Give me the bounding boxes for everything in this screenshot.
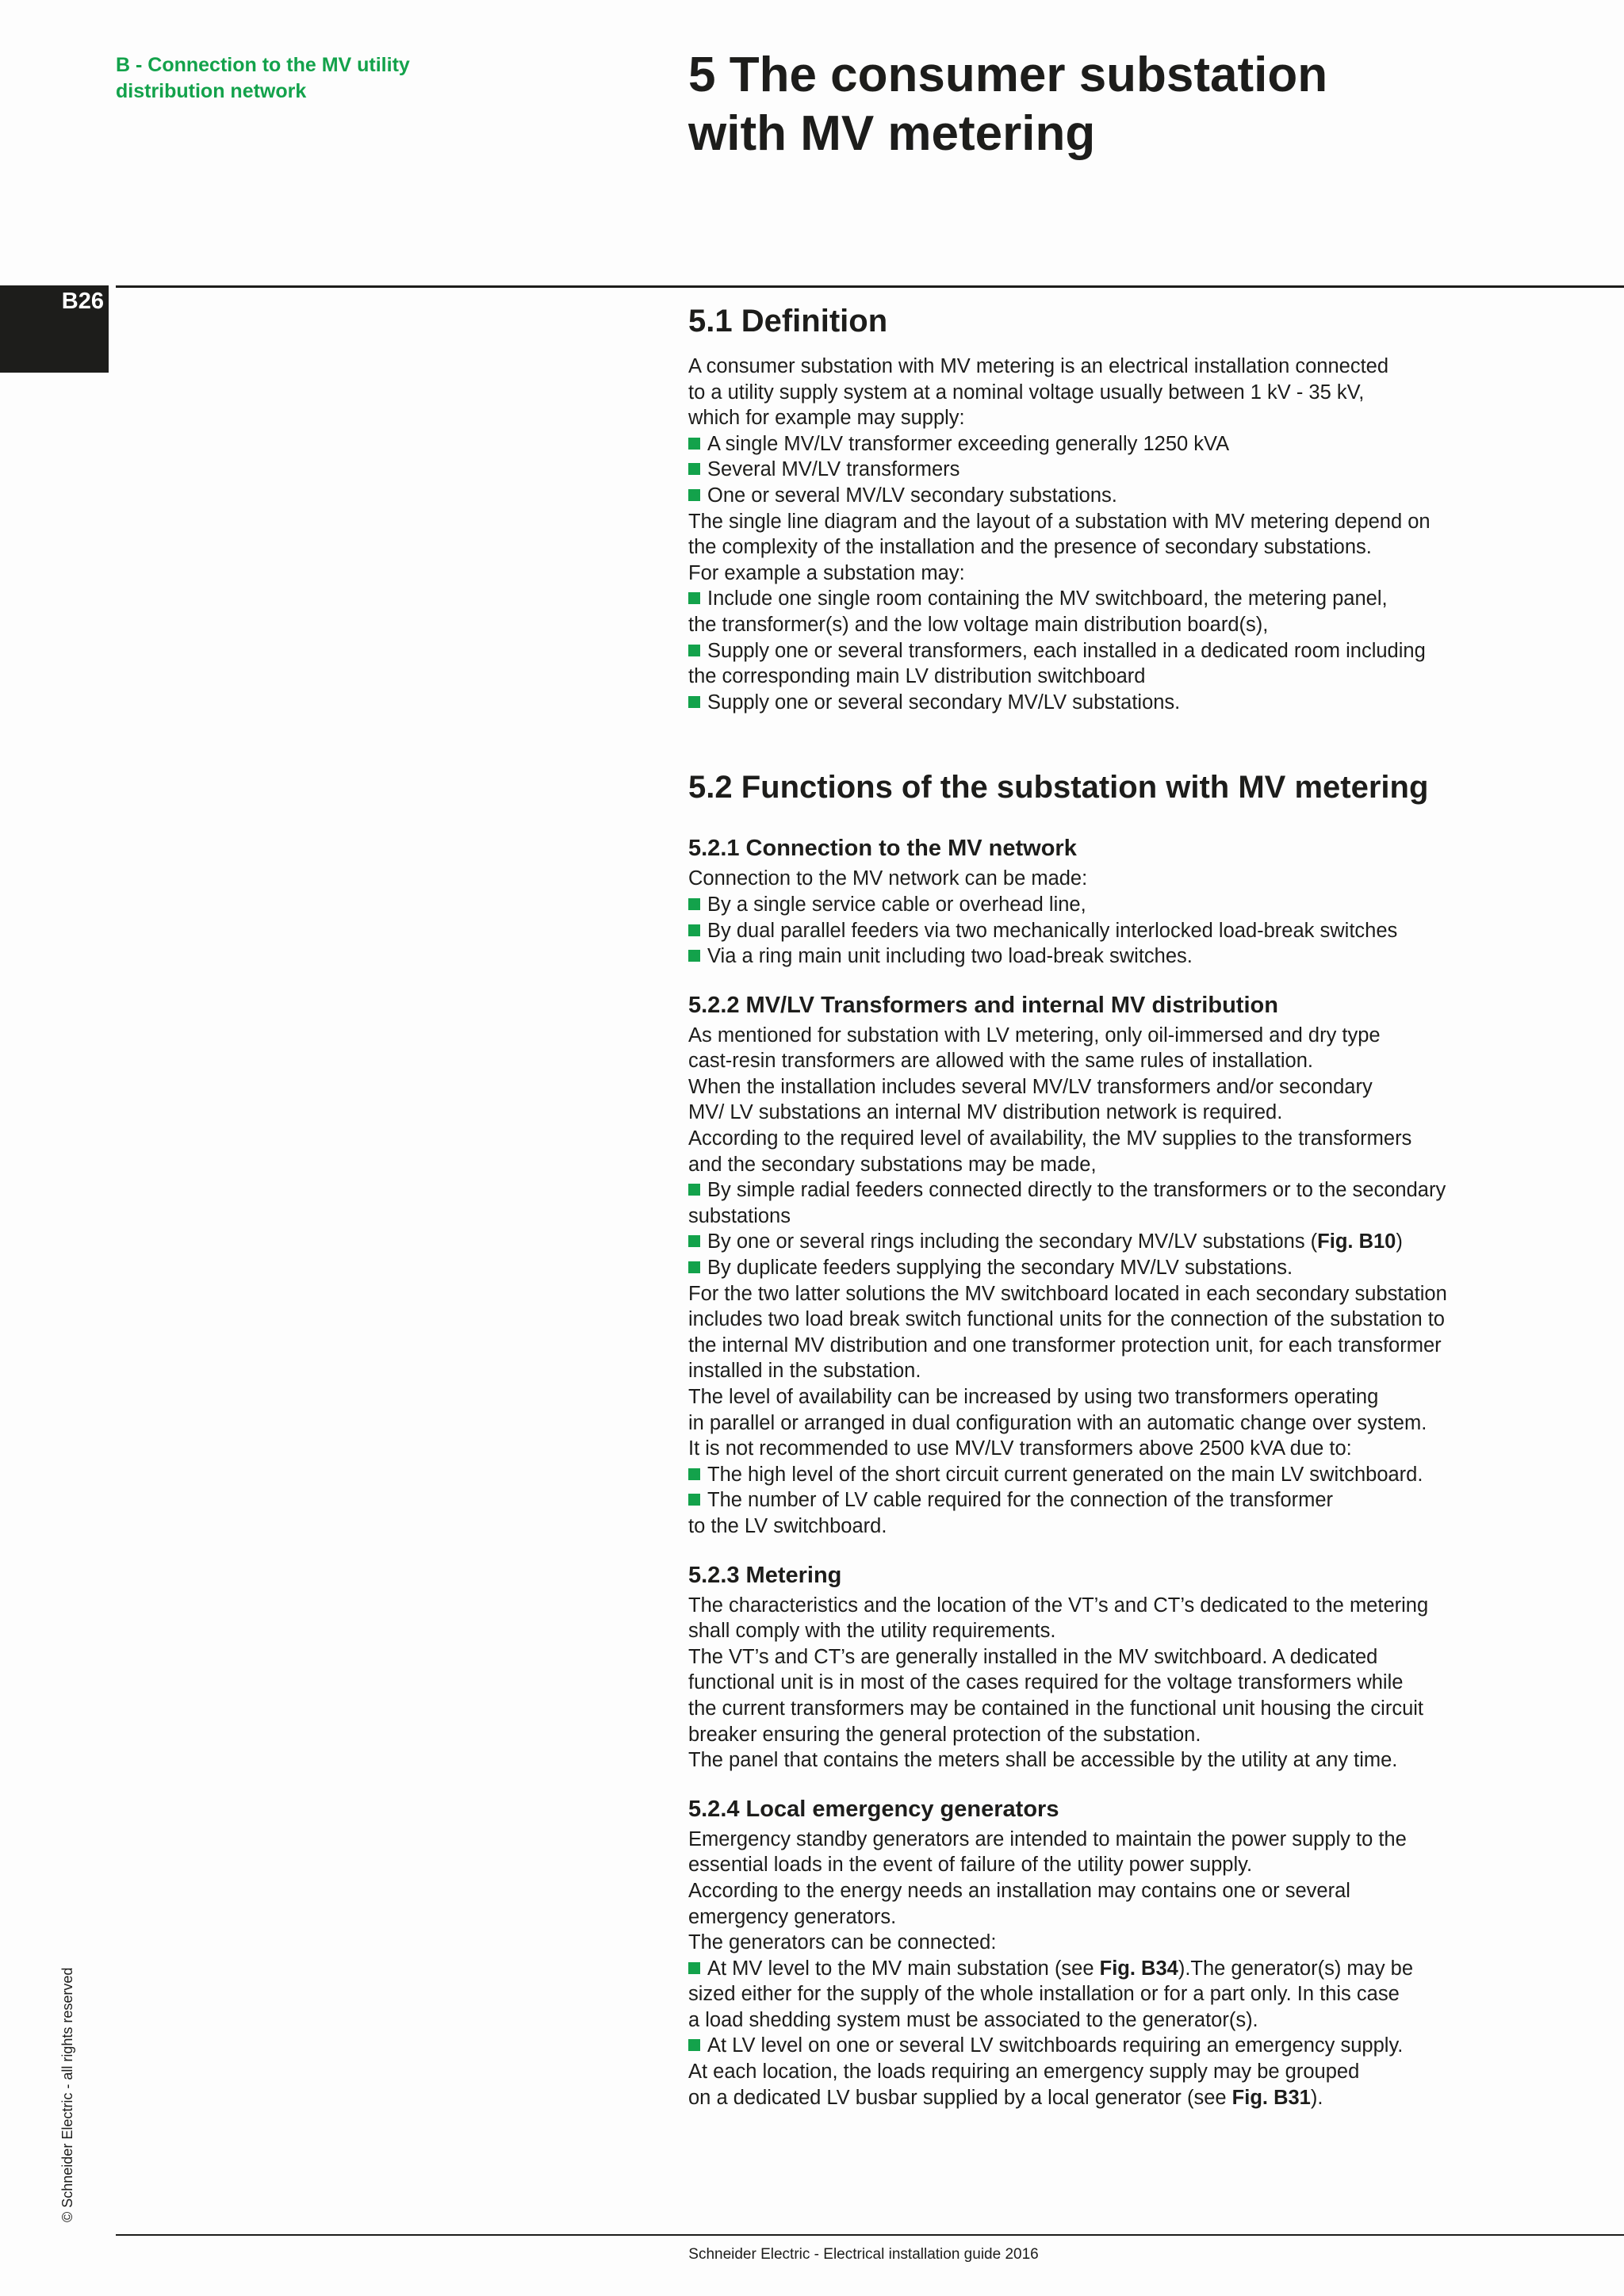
bullet-line xyxy=(688,918,1608,944)
text-line xyxy=(688,1281,1608,1307)
text-line xyxy=(688,612,1608,638)
bullet-line xyxy=(688,1177,1608,1203)
text-line xyxy=(688,534,1608,561)
text-line xyxy=(688,1126,1608,1152)
line-text: The characteristics and the location of the VT’s and CT’s dedicated to the metering xyxy=(688,1594,1429,1617)
square-bullet-icon xyxy=(688,645,700,656)
text-line xyxy=(688,2085,1608,2111)
bullet-line xyxy=(688,1462,1608,1488)
text-line xyxy=(688,1513,1608,1540)
line-text: to a utility supply system at a nominal voltage usually between 1 kV - 35 kV, xyxy=(688,381,1365,404)
text-line xyxy=(688,2007,1608,2034)
chapter-title-line2: with MV metering xyxy=(688,106,1096,161)
square-bullet-icon xyxy=(688,463,700,475)
copyright-notice: © Schneider Electric - all rights reserved xyxy=(59,1967,75,2222)
line-text: A single MV/LV transformer exceeding generally 1250 kVA xyxy=(707,432,1230,455)
line-text: installed in the substation. xyxy=(688,1360,921,1383)
text-line xyxy=(688,405,1608,431)
text-line xyxy=(688,1048,1608,1074)
figure-reference-link[interactable]: Fig. B31 xyxy=(1231,2086,1311,2109)
text-line xyxy=(688,1904,1608,1931)
square-bullet-icon xyxy=(688,950,700,962)
line-text: cast-resin transformers are allowed with the same rules of installation. xyxy=(688,1050,1313,1073)
line-text: By a single service cable or overhead line, xyxy=(707,893,1086,916)
footer-text: Schneider Electric - Electrical installation guide 2016 xyxy=(688,2246,1039,2263)
line-text: includes two load break switch functional units for the connection of the substation to xyxy=(688,1308,1445,1331)
definition-text xyxy=(688,354,1608,715)
line-text: substations xyxy=(688,1204,791,1227)
square-bullet-icon xyxy=(688,1494,700,1506)
section-heading-definition: 5.1 Definition xyxy=(688,304,888,339)
line-text: At LV level on one or several LV switchboards requiring an emergency supply. xyxy=(707,2034,1404,2057)
line-text: The generators can be connected: xyxy=(688,1931,997,1954)
square-bullet-icon xyxy=(688,1235,700,1247)
figure-reference-link[interactable]: Fig. B34 xyxy=(1099,1957,1178,1980)
square-bullet-icon xyxy=(688,1184,700,1196)
line-text: a load shedding system must be associated to the generator(s). xyxy=(688,2008,1258,2031)
bullet-line xyxy=(688,1956,1608,1982)
bullet-line xyxy=(688,892,1608,918)
text-line xyxy=(688,509,1608,535)
text-line xyxy=(688,1930,1608,1956)
line-text: By one or several rings including the secondary MV/LV substations ( xyxy=(707,1230,1318,1253)
line-text: sized either for the supply of the whole installation or for a part only. In this case xyxy=(688,1983,1400,2006)
text-line xyxy=(688,1074,1608,1100)
line-text: By duplicate feeders supplying the secondary MV/LV substations. xyxy=(707,1257,1293,1280)
bullet-line xyxy=(688,943,1608,970)
text-line xyxy=(688,1203,1608,1230)
text-line xyxy=(688,1307,1608,1333)
line-text: The high level of the short circuit current generated on the main LV switchboard. xyxy=(707,1463,1423,1486)
line-text: Supply one or several secondary MV/LV substations. xyxy=(707,691,1181,714)
line-text: Supply one or several transformers, each installed in a dedicated room including xyxy=(707,639,1426,662)
line-text: the transformer(s) and the low voltage main distribution board(s), xyxy=(688,613,1269,636)
text-line xyxy=(688,1981,1608,2007)
footer-rule xyxy=(116,2234,1624,2236)
text-line xyxy=(688,2059,1608,2085)
line-text: By simple radial feeders connected directly to the transformers or to the secondary xyxy=(707,1179,1446,1202)
line-text: The level of availability can be increased by using two transformers operating xyxy=(688,1386,1379,1408)
line-text: emergency generators. xyxy=(688,1905,897,1928)
bullet-line xyxy=(688,638,1608,664)
text-line xyxy=(688,380,1608,406)
subsection-heading-transformers: 5.2.2 MV/LV Transformers and internal MV distribution xyxy=(688,992,1278,1018)
text-line xyxy=(688,1747,1608,1774)
line-text: to the LV switchboard. xyxy=(688,1514,887,1537)
text-line xyxy=(688,664,1608,690)
line-text: At MV level to the MV main substation (see xyxy=(707,1957,1100,1980)
generators-text xyxy=(688,1827,1608,2111)
line-text: As mentioned for substation with LV metering, only oil-immersed and dry type xyxy=(688,1024,1381,1047)
line-text: The number of LV cable required for the connection of the transformer xyxy=(707,1489,1334,1512)
line-text: According to the required level of availability, the MV supplies to the transformers xyxy=(688,1127,1412,1150)
line-text: the current transformers may be contained in the functional unit housing the circuit xyxy=(688,1697,1424,1720)
text-line xyxy=(688,1384,1608,1410)
line-text: essential loads in the event of failure of the utility power supply. xyxy=(688,1854,1253,1877)
text-line xyxy=(688,1023,1608,1049)
line-text: MV/ LV substations an internal MV distribution network is required. xyxy=(688,1101,1283,1124)
connection-text xyxy=(688,866,1608,969)
transformers-text xyxy=(688,1023,1608,1540)
metering-text xyxy=(688,1593,1608,1774)
line-text: A consumer substation with MV metering is an electrical installation connected xyxy=(688,355,1389,377)
bullet-line xyxy=(688,690,1608,716)
text-line xyxy=(688,1670,1608,1696)
subsection-heading-generators: 5.2.4 Local emergency generators xyxy=(688,1796,1059,1822)
bullet-line xyxy=(688,1255,1608,1281)
square-bullet-icon xyxy=(688,1962,700,1974)
main-content xyxy=(688,301,1608,2110)
bullet-line xyxy=(688,431,1608,457)
line-text: shall comply with the utility requirements. xyxy=(688,1620,1056,1643)
bullet-line xyxy=(688,1487,1608,1513)
line-text: the corresponding main LV distribution switchboard xyxy=(688,665,1146,688)
line-text: The single line diagram and the layout of a substation with MV metering depend on xyxy=(688,510,1431,533)
square-bullet-icon xyxy=(688,592,700,604)
text-line xyxy=(688,1436,1608,1462)
square-bullet-icon xyxy=(688,1261,700,1273)
line-text: The VT’s and CT’s are generally installed in the MV switchboard. A dedicated xyxy=(688,1645,1378,1668)
text-line xyxy=(688,866,1608,892)
text-line xyxy=(688,561,1608,587)
line-text: By dual parallel feeders via two mechanically interlocked load-break switches xyxy=(707,919,1398,942)
text-line xyxy=(688,1100,1608,1126)
line-text-continued: ) xyxy=(1396,1230,1403,1253)
line-text: Emergency standby generators are intended to maintain the power supply to the xyxy=(688,1827,1407,1850)
line-text: and the secondary substations may be made, xyxy=(688,1153,1097,1176)
breadcrumb: B - Connection to the MV utility distribution network xyxy=(116,54,410,102)
line-text-continued: ).The generator(s) may be xyxy=(1178,1957,1414,1980)
line-text: When the installation includes several MV/LV transformers and/or secondary xyxy=(688,1075,1373,1098)
subsection-heading-connection: 5.2.1 Connection to the MV network xyxy=(688,836,1077,862)
line-text: breaker ensuring the general protection of the substation. xyxy=(688,1723,1201,1746)
line-text: According to the energy needs an installation may contains one or several xyxy=(688,1879,1350,1902)
line-text: Via a ring main unit including two load-break switches. xyxy=(707,945,1193,968)
bullet-line xyxy=(688,483,1608,509)
text-line xyxy=(688,1878,1608,1904)
line-text: It is not recommended to use MV/LV transformers above 2500 kVA due to: xyxy=(688,1437,1352,1460)
header-rule xyxy=(116,285,1624,288)
line-text: Several MV/LV transformers xyxy=(707,458,960,481)
line-text: the internal MV distribution and one transformer protection unit, for each transformer xyxy=(688,1334,1442,1357)
text-line xyxy=(688,1358,1608,1384)
square-bullet-icon xyxy=(688,2039,700,2051)
text-line xyxy=(688,1722,1608,1748)
text-line xyxy=(688,354,1608,380)
line-text: which for example may supply: xyxy=(688,407,965,430)
bullet-line xyxy=(688,586,1608,612)
square-bullet-icon xyxy=(688,438,700,450)
bullet-line xyxy=(688,2033,1608,2059)
text-line xyxy=(688,1827,1608,1853)
page-number-tab: B26 xyxy=(0,285,109,373)
section-heading-functions: 5.2 Functions of the substation with MV metering xyxy=(688,770,1429,806)
line-text: Include one single room containing the MV switchboard, the metering panel, xyxy=(707,587,1388,610)
line-text: in parallel or arranged in dual configuration with an automatic change over system. xyxy=(688,1411,1427,1434)
line-text: For example a substation may: xyxy=(688,561,965,584)
square-bullet-icon xyxy=(688,898,700,910)
line-text-continued: ). xyxy=(1310,2086,1323,2109)
square-bullet-icon xyxy=(688,924,700,936)
line-text: The panel that contains the meters shall be accessible by the utility at any time. xyxy=(688,1749,1398,1772)
square-bullet-icon xyxy=(688,696,700,708)
text-line xyxy=(688,1333,1608,1359)
bullet-line xyxy=(688,1229,1608,1255)
square-bullet-icon xyxy=(688,489,700,501)
line-text: on a dedicated LV busbar supplied by a local generator (see xyxy=(688,2086,1232,2109)
line-text: At each location, the loads requiring an emergency supply may be grouped xyxy=(688,2061,1360,2084)
chapter-title-line1: 5 The consumer substation xyxy=(688,48,1328,102)
text-line xyxy=(688,1644,1608,1670)
text-line xyxy=(688,1852,1608,1878)
text-line xyxy=(688,1593,1608,1619)
text-line xyxy=(688,1152,1608,1178)
figure-reference-link[interactable]: Fig. B10 xyxy=(1317,1230,1396,1253)
square-bullet-icon xyxy=(688,1468,700,1480)
text-line xyxy=(688,1618,1608,1644)
line-text: the complexity of the installation and the presence of secondary substations. xyxy=(688,536,1372,559)
bullet-line xyxy=(688,457,1608,483)
text-line xyxy=(688,1696,1608,1722)
line-text: Connection to the MV network can be made: xyxy=(688,867,1088,890)
chapter-title xyxy=(688,46,1561,163)
line-text: functional unit is in most of the cases required for the voltage transformers while xyxy=(688,1671,1404,1694)
subsection-heading-metering: 5.2.3 Metering xyxy=(688,1562,842,1588)
text-line xyxy=(688,1410,1608,1437)
line-text: One or several MV/LV secondary substations. xyxy=(707,484,1117,507)
line-text: For the two latter solutions the MV switchboard located in each secondary substation xyxy=(688,1282,1447,1305)
